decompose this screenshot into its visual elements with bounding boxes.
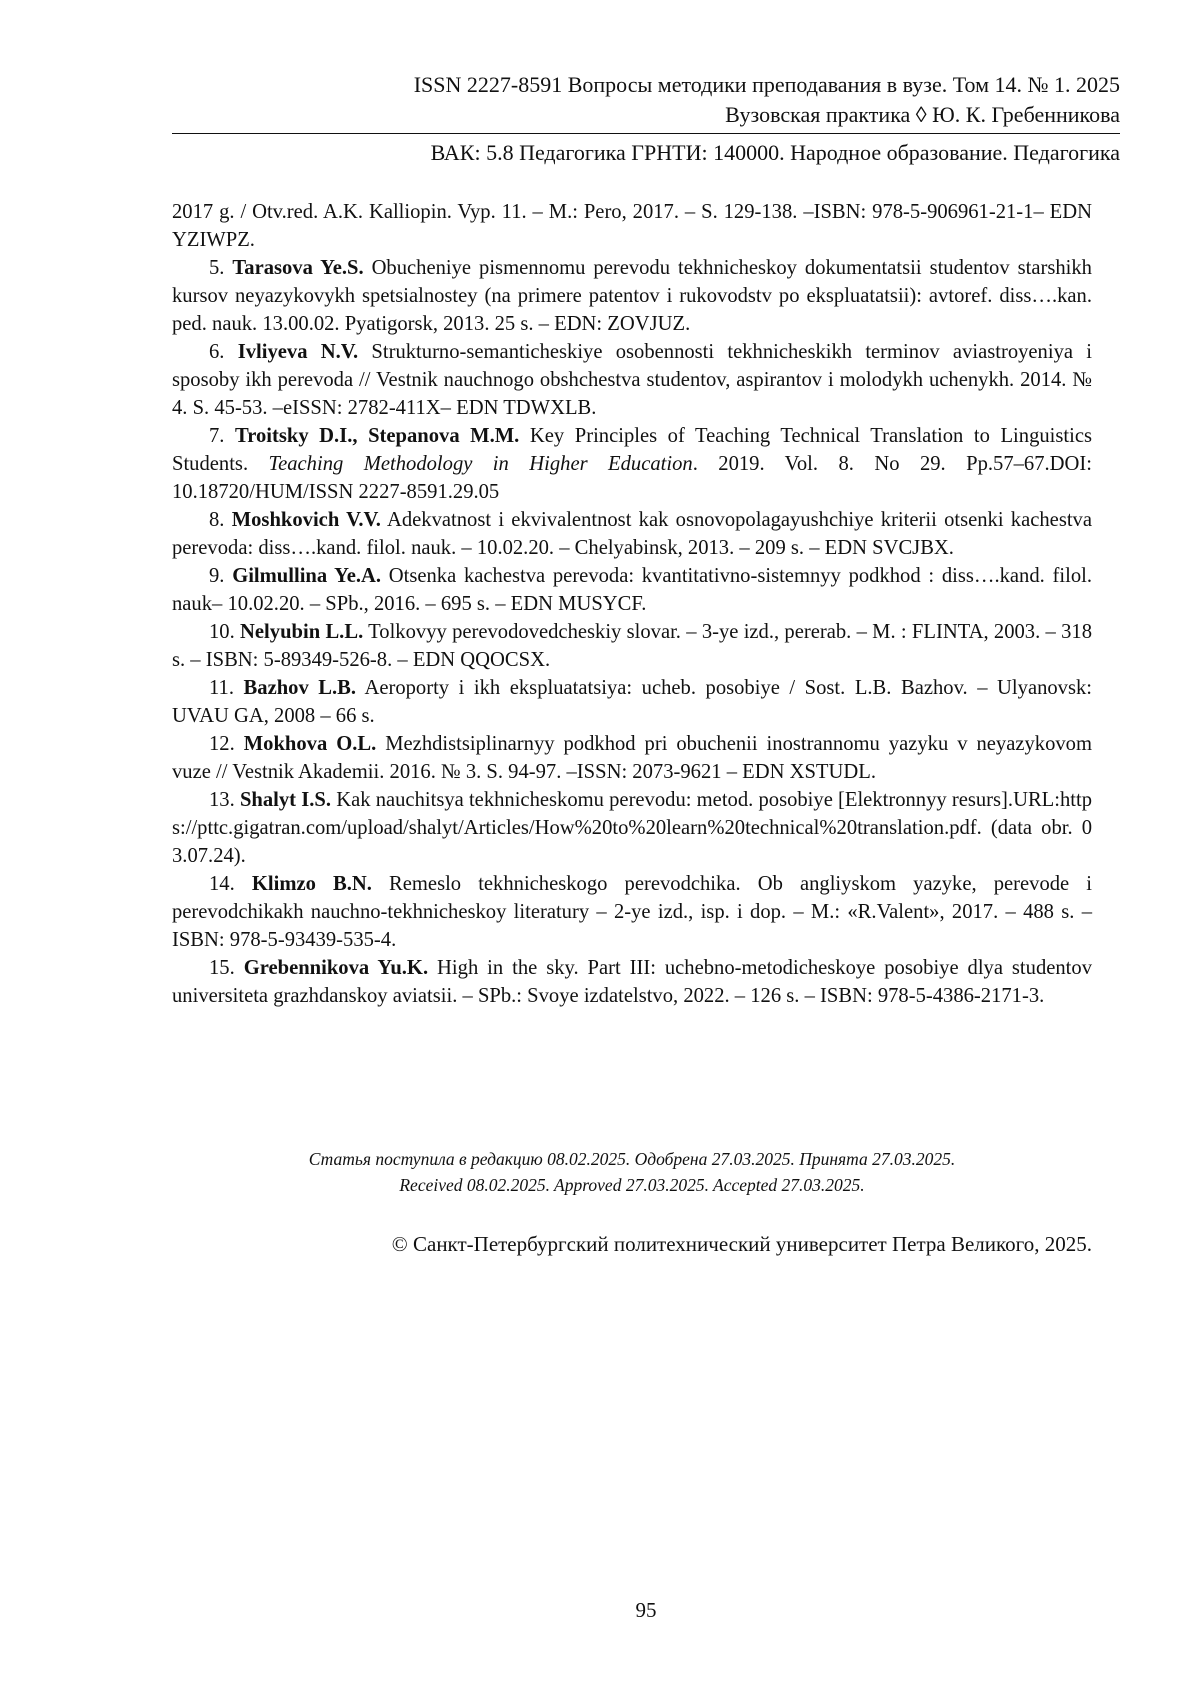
journal-title-line: ISSN 2227-8591 Вопросы методики преподавания в вузе. Том 14. № 1. 2025	[413, 72, 1120, 97]
reference-number: 11.	[209, 677, 234, 699]
submission-dates-ru: Статья поступила в редакцию 08.02.2025. Одобрена 27.03.2025. Принята 27.03.2025.	[308, 1149, 956, 1169]
reference-item-9	[172, 562, 1092, 618]
reference-item-13	[172, 786, 1092, 870]
reference-item-8	[172, 506, 1092, 562]
reference-number: 12.	[209, 733, 235, 755]
reference-item-15	[172, 954, 1092, 1010]
reference-item-6	[172, 338, 1092, 422]
reference-number: 7.	[209, 425, 225, 447]
reference-number: 13.	[209, 789, 235, 811]
reference-author: Moshkovich V.V.	[231, 509, 381, 531]
reference-number: 10.	[209, 621, 235, 643]
reference-item-11	[172, 674, 1092, 730]
reference-text: Otsenka kachestva perevoda: kvantitativno-sistemnyy podkhod : diss….kand. filol. nauk– 10.02.20. – SPb., 2016. – 695 s. – EDN MUSYCF.	[172, 565, 1092, 615]
reference-number: 9.	[209, 565, 225, 587]
reference-list	[172, 198, 1092, 1010]
reference-number: 14.	[209, 873, 235, 895]
reference-journal: Teaching Methodology in Higher Education	[268, 453, 693, 475]
reference-item-12	[172, 730, 1092, 786]
reference-author: Klimzo B.N.	[251, 873, 372, 895]
reference-author: Grebennikova Yu.K.	[243, 957, 429, 979]
reference-text: Obucheniye pismennomu perevodu tekhnicheskoy dokumentatsii studentov starshikh kursov neyazykovykh spetsialnostey (na primere patentov i rukovodstv po ekspluatatsii): avtoref. diss….kan. ped. nauk. 13.00.02. Pyatigorsk, 2013. 25 s. – EDN: ZOVJUZ.	[172, 257, 1092, 335]
reference-number: 15.	[209, 957, 235, 979]
reference-author: Mokhova O.L.	[243, 733, 377, 755]
reference-text: Mezhdistsiplinarnyy podkhod pri obuchenii inostrannomu yazyku v neyazykovom vuze // Vestnik Akademii. 2016. № 3. S. 94-97. –ISSN: 2073-9621 – EDN XSTUDL.	[172, 733, 1092, 783]
page-number: 95	[635, 1598, 657, 1622]
reference-author: Bazhov L.B.	[243, 677, 357, 699]
reference-number: 5.	[209, 257, 225, 279]
reference-author: Gilmullina Ye.A.	[232, 565, 382, 587]
reference-text: Remeslo tekhnicheskogo perevodchika. Ob angliyskom yazyke, perevode i perevodchikakh nauchno-tekhnicheskoy literatury – 2-ye izd., isp. i dop. – M.: «R.Valent», 2017. – 488 s. – ISBN: 978-5-93439-535-4.	[172, 873, 1093, 951]
copyright-notice: © Санкт-Петербургский политехнический университет Петра Великого, 2025.	[391, 1232, 1092, 1256]
reference-text: Tolkovyy perevodovedcheskiy slovar. – 3-ye izd., pererab. – M. : FLINTA, 2003. – 318 s. – ISBN: 5-89349-526-8. – EDN QQOCSX.	[172, 621, 1093, 671]
reference-text: Aeroporty i ikh ekspluatatsiya: ucheb. posobiye / Sost. L.B. Bazhov. – Ulyanovsk: UVAU GA, 2008 – 66 s.	[172, 677, 1093, 727]
reference-text: Strukturno-semanticheskiye osobennosti tekhnicheskikh terminov aviastroyeniya i sposoby ikh perevoda // Vestnik nauchnogo obshchestva studentov, aspirantov i molodykh uchenykh. 2014. № 4. S. 45-53. –eISSN: 2782-411X– EDN TDWXLB.	[172, 341, 1092, 419]
section-author-line: Вузовская практика ◊ Ю. К. Гребенникова	[725, 102, 1120, 127]
reference-author: Troitsky D.I., Stepanova M.M.	[235, 425, 520, 447]
reference-text: Adekvatnost i ekvivalentnost kak osnovopolagayushchiye kriterii otsenki kachestva perevoda: diss….kand. filol. nauk. – 10.02.20. – Chelyabinsk, 2013. – 209 s. – EDN SVCJBX.	[172, 509, 1092, 559]
submission-dates	[172, 1146, 1092, 1198]
reference-author: Tarasova Ye.S.	[232, 257, 364, 279]
reference-continuation: 2017 g. / Otv.red. A.K. Kalliopin. Vyp. 11. – M.: Pero, 2017. – S. 129-138. –ISBN: 978-5-906961-21-1– EDN YZIWPZ.	[172, 201, 1092, 251]
reference-text: High in the sky. Part III: uchebno-metodicheskoye posobiye dlya studentov universiteta grazhdanskoy aviatsii. – SPb.: Svoye izdatelstvo, 2022. – 126 s. – ISBN: 978-5-4386-2171-3.	[172, 957, 1092, 1007]
reference-number: 6.	[209, 341, 225, 363]
reference-item-5	[172, 254, 1092, 338]
reference-tail: . 2019. Vol. 8. No 29. Pp.57–67.DOI: 10.18720/HUM/ISSN 2227-8591.29.05	[172, 453, 1092, 503]
reference-author: Shalyt I.S.	[239, 789, 331, 811]
reference-author: Ivliyeva N.V.	[237, 341, 359, 363]
submission-dates-en: Received 08.02.2025. Approved 27.03.2025. Accepted 27.03.2025.	[399, 1175, 865, 1195]
classification-line: ВАК: 5.8 Педагогика ГРНТИ: 140000. Народное образование. Педагогика	[430, 140, 1120, 165]
reference-item-7	[172, 422, 1092, 506]
reference-text: Key Principles of Teaching Technical Translation to Linguistics Students.	[172, 425, 1092, 475]
reference-author: Nelyubin L.L.	[240, 621, 364, 643]
reference-text: Kak nauchitsya tekhnicheskomu perevodu: metod. posobiye [Elektronnyy resurs].URL:https://pttc.gigatran.com/upload/shalyt/Articles/How%20to%20learn%20technical%20translation.pdf. (data obr. 03.07.24).	[172, 789, 1093, 867]
header-divider	[172, 133, 1120, 134]
reference-item-10	[172, 618, 1092, 674]
running-header	[172, 70, 1120, 168]
reference-item-14	[172, 870, 1092, 954]
reference-number: 8.	[209, 509, 225, 531]
